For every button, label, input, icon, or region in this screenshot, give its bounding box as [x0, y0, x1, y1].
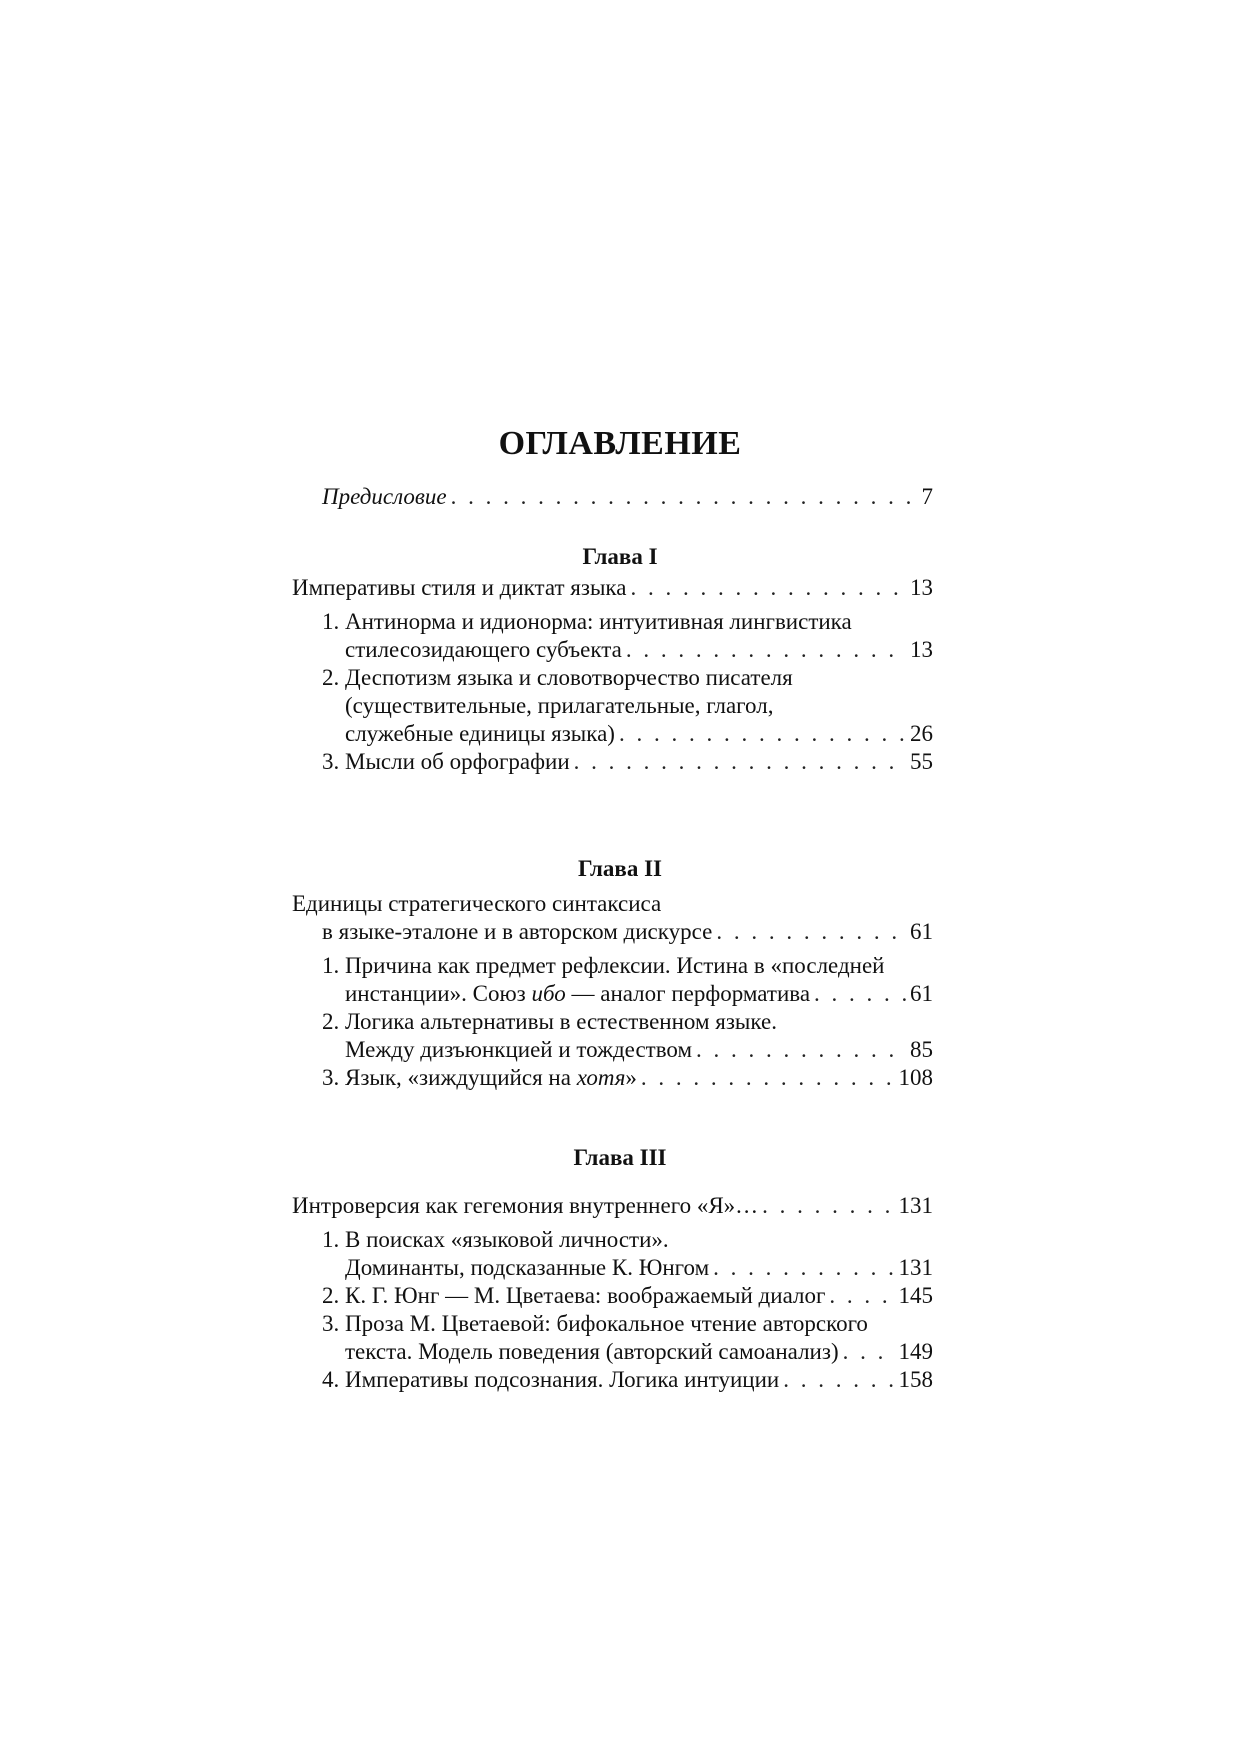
page-number: 7 [921, 484, 933, 509]
dot-leader [843, 1338, 895, 1366]
entry-text: 2. Логика альтернативы в естественном языке. [322, 1009, 777, 1034]
toc-entry-section[interactable] [292, 952, 933, 1008]
entry-text: инстанции». Союз ибо — аналог перформатива [345, 981, 811, 1006]
toc-entry-section[interactable] [292, 1008, 933, 1064]
page-number: 61 [910, 981, 933, 1006]
dot-leader [713, 1254, 894, 1282]
entry-text: текста. Модель поведения (авторский самоанализ) [345, 1339, 839, 1364]
chapter-2-block [292, 890, 933, 1092]
entry-text: стилесозидающего субъекта [345, 637, 622, 662]
page-number: 145 [898, 1283, 933, 1308]
entry-text: 1. В поисках «языковой личности». [322, 1227, 669, 1252]
entry-text: 3. Язык, «зиждущийся на хотя» [322, 1065, 637, 1090]
dot-leader [783, 1366, 894, 1394]
toc-title: ОГЛАВЛЕНИЕ [498, 425, 742, 462]
toc-entry-chapter-main[interactable] [292, 1192, 933, 1220]
toc-entry-section[interactable] [292, 1282, 933, 1310]
page-number: 158 [898, 1367, 933, 1392]
entry-text: Единицы стратегического синтаксиса [292, 891, 662, 916]
toc-entry-section[interactable] [292, 1366, 933, 1394]
preface-label: Предисловие [322, 484, 447, 509]
entry-text: 2. К. Г. Юнг — М. Цветаева: воображаемый диалог [322, 1283, 826, 1308]
dot-leader [762, 1192, 894, 1220]
entry-text: 3. Проза М. Цветаевой: бифокальное чтение авторского [322, 1311, 868, 1336]
entry-text: (существительные, прилагательные, глагол, [345, 693, 774, 718]
toc-entry-preface[interactable] [292, 483, 933, 511]
chapter-heading: Глава III [573, 1145, 667, 1170]
dot-leader [619, 720, 906, 748]
page-number: 108 [898, 1065, 933, 1090]
dot-leader [814, 980, 906, 1008]
toc-entry-section[interactable] [292, 1064, 933, 1092]
entry-text: Доминанты, подсказанные К. Юнгом [345, 1255, 710, 1280]
page-number: 85 [910, 1037, 933, 1062]
dot-leader [696, 1036, 906, 1064]
toc-entry-section[interactable] [292, 664, 933, 748]
dot-leader [574, 748, 906, 776]
entry-text: 2. Деспотизм языка и словотворчество писателя [322, 665, 793, 690]
dot-leader [451, 483, 918, 511]
entry-text: Между дизъюнкцией и тождеством [345, 1037, 693, 1062]
entry-text: Императивы стиля и диктат языка [292, 575, 627, 600]
entry-text: 1. Причина как предмет рефлексии. Истина в «последней [322, 953, 885, 978]
page-number: 131 [898, 1255, 933, 1280]
chapter-3-block [292, 1192, 933, 1394]
entry-text: 4. Императивы подсознания. Логика интуиции [322, 1367, 780, 1392]
page-number: 131 [898, 1193, 933, 1218]
chapter-heading: Глава II [577, 856, 662, 881]
toc-entry-chapter-main[interactable] [292, 890, 933, 946]
chapter-1-block [292, 574, 933, 776]
entry-text: 3. Мысли об орфографии [322, 749, 570, 774]
chapter-heading: Глава I [582, 544, 658, 569]
entry-text: в языке-эталоне и в авторском дискурсе [322, 919, 713, 944]
dot-leader [716, 918, 906, 946]
page-number: 13 [910, 575, 933, 600]
dot-leader [829, 1282, 894, 1310]
toc-entry-section[interactable] [292, 608, 933, 664]
page-number: 13 [910, 637, 933, 662]
entry-text: 1. Антинорма и идионорма: интуитивная лингвистика [322, 609, 852, 634]
toc-entry-chapter-main[interactable] [292, 574, 933, 602]
dot-leader [630, 574, 906, 602]
page-number: 55 [910, 749, 933, 774]
entry-text: Интроверсия как гегемония внутреннего «Я»… [292, 1193, 759, 1218]
dot-leader [626, 636, 906, 664]
page-number: 149 [898, 1339, 933, 1364]
dot-leader [641, 1064, 895, 1092]
preface-block [292, 483, 933, 511]
toc-entry-section[interactable] [292, 1310, 933, 1366]
toc-entry-section[interactable] [292, 748, 933, 776]
toc-entry-section[interactable] [292, 1226, 933, 1282]
entry-text: служебные единицы языка) [345, 721, 615, 746]
page-number: 26 [910, 721, 933, 746]
page-number: 61 [910, 919, 933, 944]
